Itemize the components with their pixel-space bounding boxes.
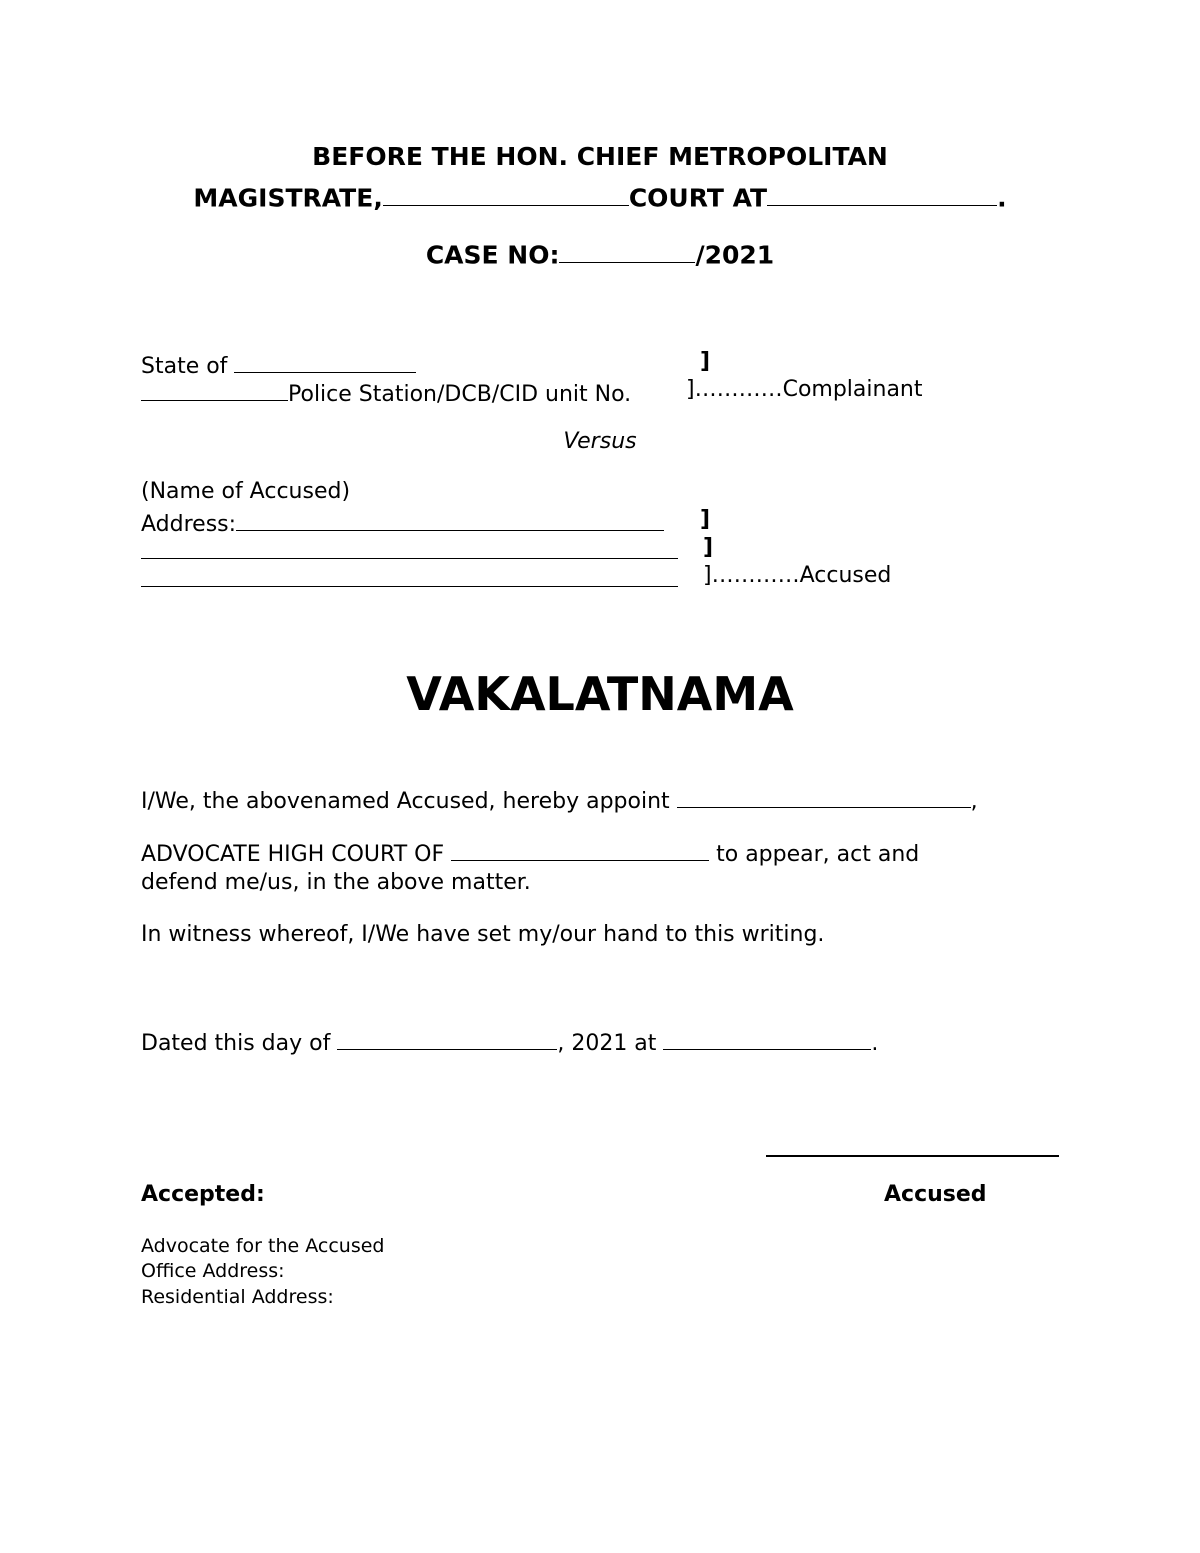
address-label: Address: (141, 512, 237, 538)
address-blank-1[interactable] (236, 507, 664, 531)
case-number-line (0, 236, 1200, 269)
document-title: VAKALATNAMA (406, 667, 794, 721)
place-blank[interactable] (663, 1026, 871, 1050)
court-heading-line-2 (0, 179, 1200, 212)
magistrate-label: MAGISTRATE, (193, 183, 383, 213)
advocate-tail: to appear, act and (716, 842, 920, 868)
office-address-label: Office Address: (141, 1260, 285, 1282)
dated-mid: , 2021 at (557, 1031, 657, 1057)
defend-line: defend me/us, in the above matter. (141, 870, 531, 895)
state-bracket: ] (700, 349, 711, 374)
high-court-blank[interactable] (451, 837, 709, 861)
court-at-label: COURT AT (628, 183, 768, 213)
appoint-end: , (970, 789, 978, 815)
complainant-tail: ]…………Complainant (686, 377, 923, 402)
accepted-label: Accepted: (141, 1182, 265, 1207)
advocate-label: ADVOCATE HIGH COURT OF (141, 842, 445, 868)
case-number-blank[interactable] (559, 236, 695, 263)
court-heading-line-1: BEFORE THE HON. CHIEF METROPOLITAN (312, 142, 888, 171)
address-bracket-2: ] (703, 535, 714, 560)
address-blank-2[interactable] (141, 535, 678, 559)
versus-label: Versus (563, 429, 637, 454)
accused-address-line-2 (141, 535, 678, 565)
dated-line (141, 1026, 878, 1056)
court-name-blank[interactable] (383, 179, 629, 206)
appoint-text: I/We, the abovenamed Accused, hereby appoint (141, 789, 670, 815)
case-year: /2021 (695, 240, 775, 270)
accused-signature-label: Accused (884, 1182, 987, 1207)
accused-name-label: (Name of Accused) (141, 479, 351, 504)
accused-address-line-3 (141, 563, 678, 593)
state-of-line (141, 349, 416, 379)
state-name-blank[interactable] (234, 349, 416, 373)
appoint-line (141, 784, 978, 814)
residential-address-label: Residential Address: (141, 1286, 334, 1308)
dated-label: Dated this day of (141, 1031, 331, 1057)
advocate-line (141, 837, 919, 867)
address-blank-3[interactable] (141, 563, 678, 587)
accused-tail: ]…………Accused (703, 563, 892, 588)
case-no-label: CASE NO: (425, 240, 560, 270)
state-of-label: State of (141, 354, 228, 380)
address-bracket-1: ] (700, 507, 711, 532)
police-station-label: Police Station/DCB/CID unit No. (288, 382, 632, 408)
advocate-for-label: Advocate for the Accused (141, 1235, 385, 1257)
dated-end: . (871, 1031, 879, 1057)
court-location-blank[interactable] (767, 179, 997, 206)
police-station-blank[interactable] (141, 377, 288, 401)
date-blank[interactable] (337, 1026, 557, 1050)
court-line-end: . (997, 183, 1007, 213)
accused-address-line-1 (141, 507, 664, 537)
advocate-name-blank[interactable] (677, 784, 971, 808)
police-station-line (141, 377, 631, 407)
accused-signature-line[interactable] (766, 1155, 1059, 1157)
witness-line: In witness whereof, I/We have set my/our hand to this writing. (141, 922, 825, 947)
